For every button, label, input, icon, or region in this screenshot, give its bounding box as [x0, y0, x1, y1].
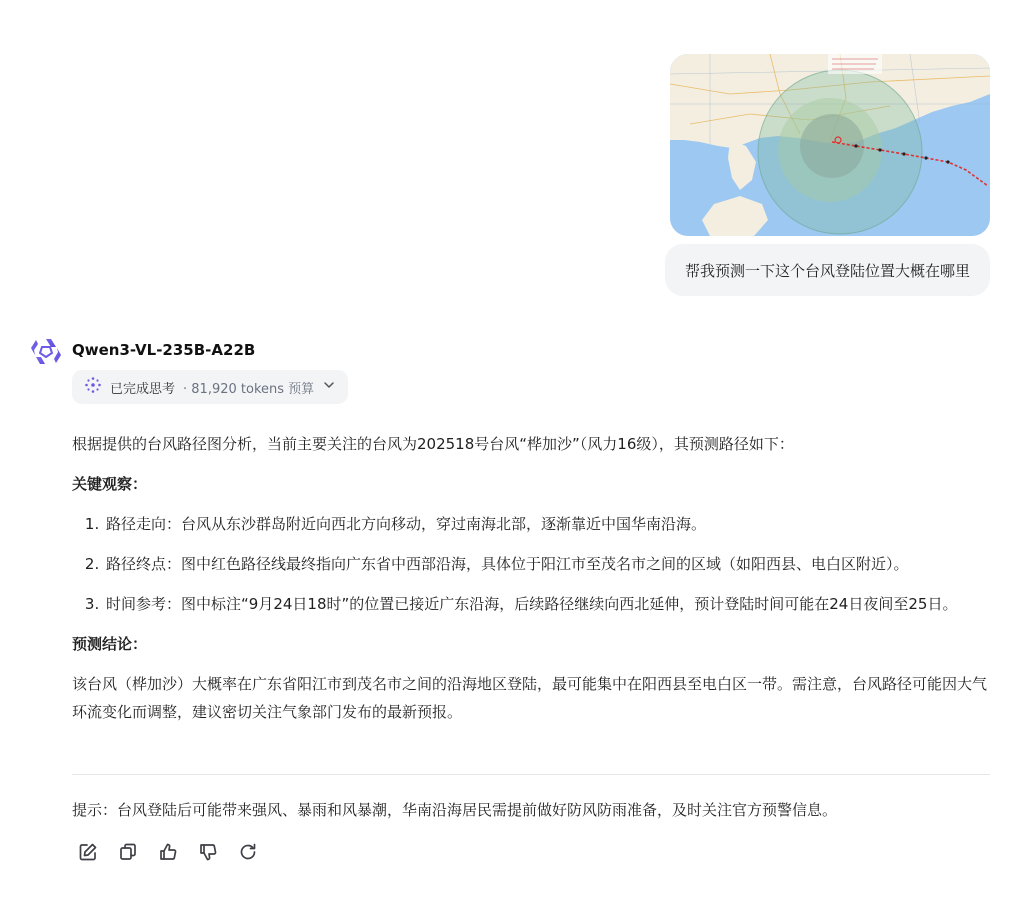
user-message-bubble [665, 244, 990, 296]
chevron-down-icon [322, 378, 336, 396]
regenerate-icon [238, 842, 258, 866]
list-item: 1. 路径走向：台风从东沙群岛附近向西北方向移动，穿过南海北部，逐渐靠近中国华南沿海。 [104, 510, 990, 538]
edit-button[interactable] [76, 842, 100, 866]
thinking-status-label: 已完成思考 [110, 381, 176, 397]
regenerate-button[interactable] [236, 842, 260, 866]
answer-intro: 根据提供的台风路径图分析，当前主要关注的台风为202518号台风“桦加沙”（风力16级），其预测路径如下： [72, 435, 794, 453]
copy-icon [118, 842, 138, 866]
thumbs-down-icon [198, 842, 218, 866]
sparkle-icon [84, 376, 102, 398]
copy-button[interactable] [116, 842, 140, 866]
conclusion-text: 该台风（桦加沙）大概率在广东省阳江市到茂名市之间的沿海地区登陆，最可能集中在阳西县至电白区一带。需注意，台风路径可能因大气环流变化而调整，建议密切关注气象部门发布的最新预报。 [72, 675, 988, 721]
list-item: 2. 路径终点：图中红色路径线最终指向广东省中西部沿海，具体位于阳江市至茂名市之间的区域（如阳西县、电白区附近）。 [104, 550, 990, 578]
edit-icon [78, 842, 98, 866]
assistant-answer [72, 430, 990, 738]
thinking-token-budget: · 81,920 tokens 预算 [183, 381, 315, 397]
observations-list [72, 510, 990, 618]
qwen-logo-icon [30, 335, 62, 367]
conclusion-heading: 预测结论： [72, 635, 148, 653]
uploaded-typhoon-map[interactable] [670, 54, 990, 236]
observations-heading: 关键观察： [72, 475, 148, 493]
dislike-button[interactable] [196, 842, 220, 866]
thinking-toggle[interactable] [72, 370, 348, 404]
message-actions [76, 842, 260, 866]
like-button[interactable] [156, 842, 180, 866]
model-name: Qwen3-VL-235B-A22B [72, 341, 256, 359]
divider [72, 774, 990, 775]
typhoon-map-image [670, 54, 990, 236]
tip-text: 提示：台风登陆后可能带来强风、暴雨和风暴潮，华南沿海居民需提前做好防风防雨准备，及时关注官方预警信息。 [72, 801, 838, 819]
thumbs-up-icon [158, 842, 178, 866]
user-question-text: 帮我预测一下这个台风登陆位置大概在哪里 [684, 261, 970, 280]
list-item: 3. 时间参考：图中标注“9月24日18时”的位置已接近广东沿海，后续路径继续向西北延伸，预计登陆时间可能在24日夜间至25日。 [104, 590, 990, 618]
